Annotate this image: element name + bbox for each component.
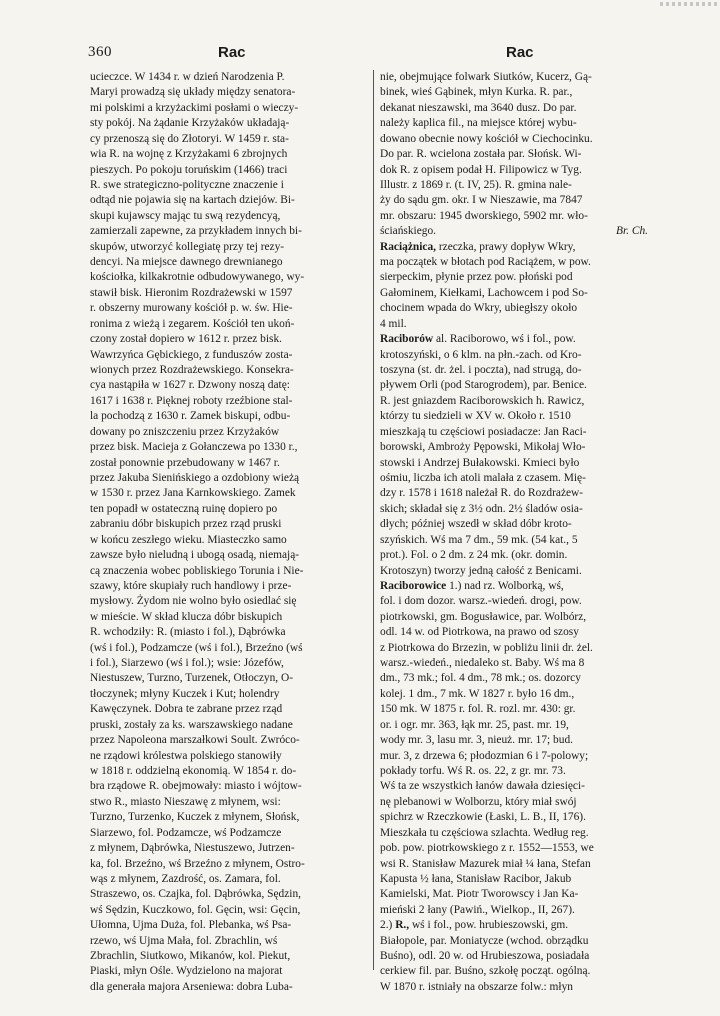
- line-text: dok R. z opisem podał H. Filipowicz w Tyg.: [380, 163, 582, 176]
- line-text: cerkiew fil. par. Buśno, szkołę począt. ogólną.: [380, 965, 591, 978]
- text-line: [380, 332, 656, 347]
- line-text: mr. obszaru: 1945 dworskiego, 5902 mr. wło-: [380, 209, 588, 222]
- line-text: stowski i Andrzej Bułakowski. Kmieci było: [380, 456, 580, 469]
- text-line: (wś i fol.), Podzamcze (wś i fol.), Brzeźno (wś: [90, 641, 303, 654]
- line-text: ma początek w błotach pod Raciążem, w pow.: [380, 256, 591, 269]
- text-line: [380, 147, 656, 162]
- line-text: 1.) nad rz. Wolborką, wś,: [446, 579, 564, 592]
- line-text: Białopole, par. Moniatycze (wchod. obrządku: [380, 934, 589, 947]
- text-line: [380, 486, 656, 501]
- text-line: [380, 240, 656, 255]
- text-line: ten popadł w ostateczną ruinę dopiero po: [90, 502, 278, 515]
- line-text: pokłady torfu. Wś R. os. 22, z gr. mr. 73.: [380, 764, 566, 777]
- text-line: Piaski, młyn Ośle. Wydzielono na majorat: [90, 965, 283, 978]
- text-line: został ponownie przebudowany w 1467 r.: [90, 456, 280, 469]
- line-text: Wś ta ze wszystkich łanów dawała dziesięci-: [380, 780, 585, 793]
- text-line: mysłowy. Żydom nie wolno było osiedlać się: [90, 595, 297, 608]
- text-line: w mieście. W skład klucza dóbr biskupich: [90, 610, 283, 623]
- line-text: fol. i dom dozor. warsz.-wiedeń. drogi, pow.: [380, 595, 582, 608]
- text-line: Niestuszew, Turzno, Turzenek, Otłoczyn, O-: [90, 672, 294, 685]
- text-line: [380, 163, 656, 178]
- text-line: stawił bisk. Hieronim Rozdrażewski w 1597: [90, 286, 293, 299]
- text-line: kościołka, kilkakrotnie odbudowywanego, wy-: [90, 271, 305, 284]
- text-line: 1617 i 1638 r. Pięknej roboty rzeźbione stal-: [90, 394, 293, 407]
- column-divider: [373, 70, 374, 970]
- text-line: [380, 517, 656, 532]
- line-text: Kapusta ½ łana, Stanisław Racibor, Jakub: [380, 872, 572, 885]
- text-line: [380, 456, 656, 471]
- text-line: R. wchodziły: R. (miasto i fol.), Dąbrówka: [90, 626, 286, 639]
- text-line: [380, 857, 656, 872]
- line-text: al. Raciborowo, wś i fol., pow.: [433, 333, 576, 346]
- text-line: [380, 872, 656, 887]
- line-text: Illustr. z 1869 r. (t. IV, 25). R. gmina nale-: [380, 178, 572, 191]
- line-text: binek, wieś Gąbinek, młyn Kurka. R. par.,: [380, 86, 573, 99]
- line-text: piotrkowski, gm. Bogusławice, par. Wolbórz,: [380, 610, 587, 623]
- text-line: [380, 579, 656, 594]
- text-line: Straszewo, os. Czajka, fol. Dąbrówka, Sędzin,: [90, 888, 301, 901]
- line-text: spichrz w Rzeczkowie (Łaski, L. B., II, 176).: [380, 811, 586, 824]
- text-line: mi polskimi a krzyżackimi posłami o wieczy-: [90, 101, 299, 114]
- text-line: [380, 610, 656, 625]
- line-text: skich; składał się z 3½ odn. 2½ śladów osia-: [380, 502, 583, 515]
- line-text: nę plebanowi w Wolborzu, który miał swój: [380, 795, 577, 808]
- line-text: prot.). Fol. o 2 dm. z 24 mk. (okr. domin.: [380, 549, 568, 562]
- line-text: dzy r. 1578 i 1618 należał R. do Rozdrażew-: [380, 487, 584, 500]
- text-line: [380, 101, 656, 116]
- line-text: szyńskich. Wś ma 7 dm., 59 mk. (54 kat., 5: [380, 533, 578, 546]
- text-line: [380, 826, 656, 841]
- text-line: la pochodzą z 1630 r. Zamek biskupi, odbu-: [90, 410, 291, 423]
- text-line: [380, 918, 656, 933]
- right-text-column: [380, 70, 656, 995]
- text-line: [380, 301, 656, 316]
- text-line: [380, 980, 656, 995]
- text-line: skupi kujawscy mając tu swą rezydencyą,: [90, 209, 281, 222]
- text-line: [380, 964, 656, 979]
- text-line: skupów, utworzyć kollegiatę przy tej rezy-: [90, 240, 285, 253]
- text-line: wś Sędzin, Kuczkowo, fol. Gęcin, wsi: Gęcin,: [90, 903, 301, 916]
- text-line: [380, 440, 656, 455]
- line-text: mur. 3, z drzewa 6; płodozmian 6 i 7-polowy;: [380, 749, 589, 762]
- text-line: [380, 548, 656, 563]
- text-line: przez Jakuba Sienińskiego a ozdobiony wieżą: [90, 471, 300, 484]
- line-text: ściańskiego.: [380, 225, 436, 238]
- text-line: pieszych. Po pokoju toruńskim (1466) traci: [90, 163, 288, 176]
- text-line: [380, 193, 656, 208]
- text-line: Wawrzyńca Gębickiego, z funduszów zosta-: [90, 348, 293, 361]
- text-line: w 1530 r. przez Jana Karnkowskiego. Zamek: [90, 487, 296, 500]
- line-text: Kamielski, Mat. Piotr Tworowscy i Jan Ka-: [380, 888, 579, 901]
- text-line: [380, 178, 656, 193]
- text-line: [380, 779, 656, 794]
- text-line: [380, 270, 656, 285]
- text-line: stwo R., miasto Nieszawę z młynem, wsi:: [90, 795, 281, 808]
- text-line: [380, 625, 656, 640]
- line-text: chocinem wpada do Wkry, ubiegłszy około: [380, 302, 578, 315]
- text-line: wionych przez Rozdrażewskiego. Konsekra-: [90, 364, 294, 377]
- text-line: Turzno, Turzenko, Kuczek z młynem, Słońsk,: [90, 811, 300, 824]
- entry-headword: Raciborowice: [380, 579, 447, 592]
- text-line: cya nastąpiła w 1627 r. Dzwony noszą datę:: [90, 379, 290, 392]
- text-line: z młynem, Dąbrówka, Niestuszewo, Jutrzen-: [90, 842, 295, 855]
- text-line: [380, 564, 656, 579]
- text-line: [380, 378, 656, 393]
- text-line: pruski, zostały za ks. warszawskiego nadane: [90, 718, 293, 731]
- line-text: rzeczka, prawy dopływ Wkry,: [436, 240, 576, 253]
- text-line: [380, 70, 656, 85]
- text-line: [380, 687, 656, 702]
- text-line: [380, 764, 656, 779]
- line-text: ośmiu, liczba ich atoli malała z czasem. Mię-: [380, 471, 586, 484]
- text-line: zamierzali zapewne, za przykładem innych bi-: [90, 225, 302, 238]
- text-line: [380, 733, 656, 748]
- text-line: Kawęczynek. Dobra te zabrane przez rząd: [90, 703, 283, 716]
- line-text: dm., 73 mk.; fol. 4 dm., 78 mk.; os. dozorcy: [380, 672, 581, 685]
- text-line: [380, 718, 656, 733]
- text-line: [380, 286, 656, 301]
- text-line: zawsze było nieludną i ubogą osadą, niemają-: [90, 549, 300, 562]
- text-line: dla generała majora Arseniewa: dobra Luba-: [90, 980, 293, 993]
- entry-number: 2.): [380, 919, 396, 932]
- text-line: [380, 594, 656, 609]
- page-header: [88, 44, 668, 68]
- text-line: [380, 209, 656, 224]
- line-text: nie, obejmujące folwark Siutków, Kucerz, Gą-: [380, 71, 592, 83]
- text-line: [380, 841, 656, 856]
- text-line: ucieczce. W 1434 r. w dzień Narodzenia P.: [90, 71, 285, 83]
- line-text: or. i ogr. mr. 363, łąk mr. 25, past. mr. 19,: [380, 718, 569, 731]
- entry-headword: Raciborów: [380, 333, 434, 346]
- line-text: wody mr. 3, lasu mr. 3, nieuż. mr. 17; bud.: [380, 734, 573, 747]
- line-text: wsi R. Stanisław Mazurek miał ¼ łana, Stefan: [380, 857, 591, 870]
- line-text: kolej. 1 dm., 7 mk. W 1827 r. było 16 dm.,: [380, 687, 575, 700]
- running-head-right: Rac: [506, 44, 534, 61]
- entry-headword: R.,: [395, 919, 410, 932]
- text-line: [380, 471, 656, 486]
- text-line: [380, 317, 656, 332]
- line-text: Krotoszyn) tworzy jedną całość z Benicami.: [380, 564, 582, 577]
- text-line: [380, 641, 656, 656]
- text-line: ne rządowi królestwa polskiego stanowiły: [90, 749, 282, 762]
- text-line: rzewo, wś Ujma Mała, fol. Zbrachlin, wś: [90, 934, 278, 947]
- text-line: ronima z wieżą i zegarem. Kościół ten ukoń-: [90, 317, 295, 330]
- text-line: ka, fol. Brzeźno, wś Brzeźno z młynem, Ostro-: [90, 857, 305, 870]
- text-line: [380, 409, 656, 424]
- text-line: [380, 656, 656, 671]
- author-signature: Br. Ch.: [616, 225, 648, 238]
- text-line: [380, 887, 656, 902]
- entry-headword: Raciążnica,: [380, 240, 436, 253]
- text-line: Maryi prowadzą się układy między senatora-: [90, 86, 296, 99]
- line-text: W 1870 r. istniały na obszarze folw.: młyn: [380, 980, 573, 993]
- line-text: toszyna (st. dr. żel. i poczta), nad strugą, do-: [380, 364, 582, 377]
- text-line: w 1818 r. oddzielną ekonomią. W 1854 r. do-: [90, 764, 297, 777]
- text-line: w końcu zeszłego wieku. Miasteczko samo: [90, 533, 287, 546]
- line-text: z Piotrkowa do Brzezin, w pobliżu linii dr. żel.: [380, 641, 593, 654]
- text-line: cą znaczenia wobec pobliskiego Torunia i Nie-: [90, 564, 304, 577]
- text-line: Ułomna, Ujma Duża, fol. Plebanka, wś Psa-: [90, 919, 292, 932]
- line-text: pływem Orli (pod Starogrodem), par. Benice.: [380, 379, 587, 392]
- text-line: [380, 425, 656, 440]
- text-line: [380, 903, 656, 918]
- text-line: [380, 502, 656, 517]
- text-line: Zbrachlin, Siutkowo, Mikanów, kol. Piekut,: [90, 950, 291, 963]
- text-line: [380, 348, 656, 363]
- text-line: [380, 394, 656, 409]
- text-line: cy przenoszą się do Złotoryi. W 1459 r. sta-: [90, 132, 289, 145]
- line-text: którzy tu siedzieli w XV w. Około r. 1510: [380, 410, 571, 423]
- line-text: 4 mil.: [380, 317, 407, 330]
- text-line: zabraniu dóbr biskupich przez rząd pruski: [90, 518, 282, 531]
- text-line: Siarzewo, fol. Podzamcze, wś Podzamcze: [90, 826, 282, 839]
- line-text: sierpeckim, płynie przez pow. płoński pod: [380, 271, 573, 284]
- line-text: Do par. R. wcielona została par. Słońsk. Wi-: [380, 148, 582, 161]
- line-text: Mieszkała tu częściowa szlachta. Według reg.: [380, 826, 589, 839]
- line-text: warsz.-wiedeń., niedaleko st. Baby. Wś ma 8: [380, 657, 585, 670]
- scan-edge-mark: [660, 2, 720, 6]
- line-text: wś i fol., pow. hrubieszowski, gm.: [409, 919, 569, 932]
- text-line: sty pokój. Na żądanie Krzyżaków układają-: [90, 117, 290, 130]
- text-line: wia R. na wojnę z Krzyżakami 6 zbrojnych: [90, 148, 288, 161]
- line-text: mieszkają tu częściowi posiadacze: Jan Raci-: [380, 425, 587, 438]
- text-line: czony został dopiero w 1612 r. przez bisk.: [90, 333, 283, 346]
- text-line: [380, 255, 656, 270]
- line-text: dowano obecnie nowy kościół w Ciechocinku.: [380, 132, 593, 145]
- line-text: Gałominem, Kiełkami, Lachowcem i pod So-: [380, 286, 588, 299]
- line-text: Buśno), odl. 20 w. od Hrubieszowa, posiadała: [380, 950, 590, 963]
- text-line: [380, 671, 656, 686]
- text-line: [380, 934, 656, 949]
- line-text: należy kaplica fil., na miejsce której wybu-: [380, 117, 577, 130]
- left-text-column: [90, 70, 366, 995]
- text-line: tłoczynek; młyny Kuczek i Kut; holendry: [90, 687, 280, 700]
- text-line: [380, 132, 656, 147]
- text-line: przez Napoleona marszałkowi Soult. Zwróco-: [90, 734, 300, 747]
- text-line: [380, 949, 656, 964]
- line-text: dłych; później wszedł w skład dóbr kroto-: [380, 518, 572, 531]
- line-text: odl. 14 w. od Piotrkowa, na prawo od szosy: [380, 626, 579, 639]
- text-line: [380, 85, 656, 100]
- page-number: 360: [88, 44, 112, 60]
- text-line: [380, 702, 656, 717]
- line-text: R. jest gniazdem Raciborowskich h. Rawicz,: [380, 394, 585, 407]
- text-line: wąs z młynem, Zazdrość, os. Zamara, fol.: [90, 872, 281, 885]
- text-line: [380, 533, 656, 548]
- text-line: bra rządowe R. obejmowały: miasto i wójtow-: [90, 780, 302, 793]
- text-line: [380, 224, 656, 239]
- line-text: mieński 2 łany (Pawiń., Wielkop., II, 267).: [380, 903, 575, 916]
- text-line: R. swe strategiczno-polityczne znaczenie i: [90, 178, 284, 191]
- line-text: pob. pow. piotrkowskiego z r. 1552—1553, we: [380, 842, 594, 855]
- text-line: [380, 810, 656, 825]
- text-line: przez bisk. Macieja z Gołanczewa po 1330 r.,: [90, 441, 298, 454]
- text-line: odtąd nie pojawia się na kartach dziejów. Bi-: [90, 194, 295, 207]
- text-line: r. obszerny murowany kościół p. w. św. Hie-: [90, 302, 293, 315]
- text-line: i fol.), Siarzewo (wś i fol.); wsie: Józefów,: [90, 657, 284, 670]
- text-line: dowany po zniszczeniu przez Krzyżaków: [90, 425, 280, 438]
- text-line: szawy, które skupiały ruch handlowy i prze-: [90, 579, 292, 592]
- line-text: krotoszyński, o 6 klm. na płn.-zach. od Kro-: [380, 348, 582, 361]
- line-text: 150 mk. W 1875 r. fol. R. rozl. mr. 430: gr.: [380, 703, 576, 716]
- line-text: ży do sądu gm. okr. I w Nieszawie, ma 7847: [380, 194, 583, 207]
- text-line: dencyi. Na miejsce dawnego drewnianego: [90, 256, 283, 269]
- text-line: [380, 116, 656, 131]
- running-head-left: Rac: [218, 44, 246, 61]
- line-text: borowski, Ambroży Pępowski, Mikołaj Wło-: [380, 441, 586, 454]
- line-text: dekanat nieszawski, ma 3640 dusz. Do par.: [380, 101, 577, 114]
- text-line: [380, 363, 656, 378]
- text-line: [380, 749, 656, 764]
- text-line: [380, 795, 656, 810]
